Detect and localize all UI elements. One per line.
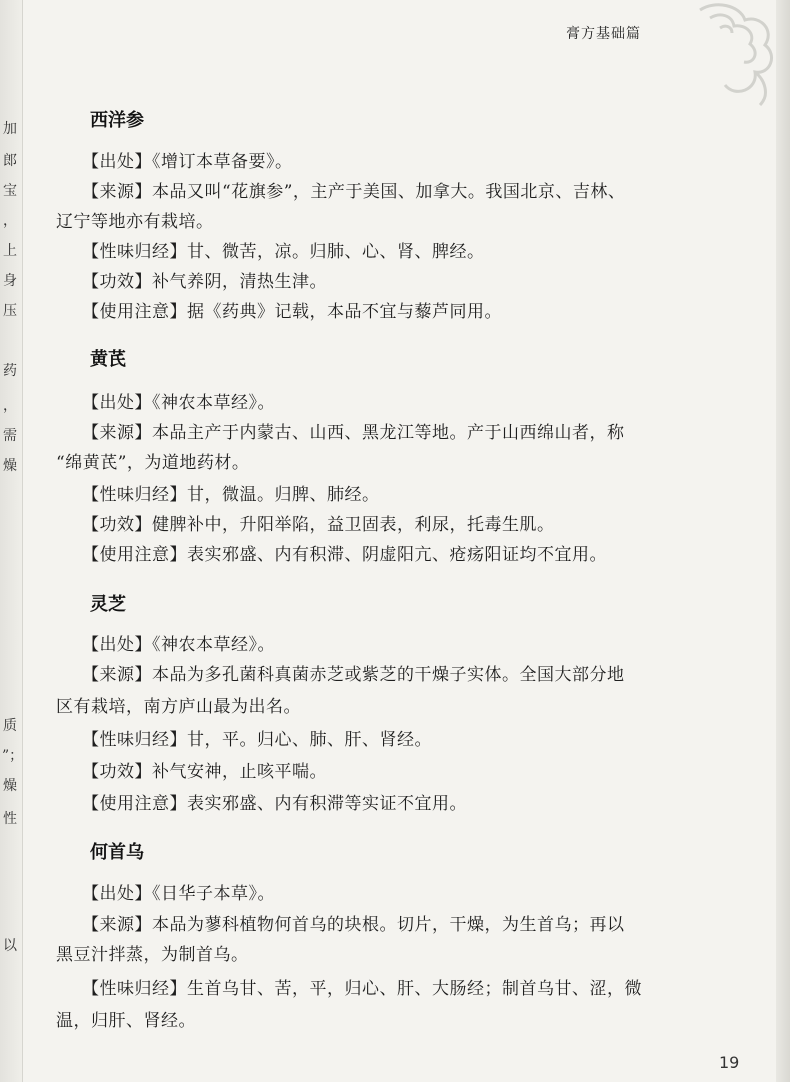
entry-line: 【性味归经】甘、微苦，凉。归肺、心、肾、脾经。 (82, 242, 485, 262)
entry-line: 【使用注意】据《药典》记载，本品不宜与藜芦同用。 (82, 302, 502, 322)
entry-heading: 西洋参 (90, 110, 144, 131)
margin-fragment: 需 (3, 428, 17, 444)
margin-fragment: 性 (3, 811, 17, 827)
entry-line: 【性味归经】生首乌甘、苦，平，归心、肝、大肠经；制首乌甘、涩，微 (82, 979, 642, 999)
margin-fragment: ”； (2, 748, 24, 764)
margin-fragment: ， (3, 398, 17, 414)
entry-line: 【出处】《神农本草经》。 (82, 635, 275, 655)
entry-line: 【功效】补气安神，止咳平喘。 (82, 762, 327, 782)
entry-heading: 灵芝 (90, 594, 126, 615)
entry-line: 区有栽培，南方庐山最为出名。 (56, 697, 301, 717)
entry-line: 【功效】健脾补中，升阳举陷，益卫固表，利尿，托毒生肌。 (82, 515, 555, 535)
entry-line: 【性味归经】甘，平。归心、肺、肝、肾经。 (82, 730, 432, 750)
entry-line: 辽宁等地亦有栽培。 (56, 212, 214, 232)
entry-line: 【功效】补气养阴，清热生津。 (82, 272, 327, 292)
left-page-edge (0, 0, 23, 1082)
margin-fragment: 质 (3, 718, 17, 734)
margin-fragment: ， (3, 213, 17, 229)
margin-fragment: 以 (3, 938, 17, 954)
entry-line: 【性味归经】甘，微温。归脾、肺经。 (82, 485, 380, 505)
entry-line: 【来源】本品为多孔菌科真菌赤芝或紫芝的干燥子实体。全国大部分地 (82, 665, 625, 685)
entry-line: 黑豆汁拌蒸，为制首乌。 (56, 945, 249, 965)
margin-fragment: 上 (3, 243, 17, 259)
right-page-edge (776, 0, 790, 1082)
entry-line: “绵黄芪”，为道地药材。 (56, 453, 250, 473)
margin-fragment: 压 (3, 303, 17, 319)
margin-fragment: 加 (3, 121, 17, 137)
margin-fragment: 燥 (3, 778, 17, 794)
entry-line: 【使用注意】表实邪盛、内有积滞等实证不宜用。 (82, 794, 467, 814)
margin-fragment: 燥 (3, 458, 17, 474)
entry-line: 【出处】《日华子本草》。 (82, 884, 275, 904)
cloud-ornament-icon (670, 0, 780, 110)
entry-heading: 何首乌 (90, 842, 144, 863)
entry-line: 温，归肝、肾经。 (56, 1011, 196, 1031)
margin-fragment: 身 (3, 273, 17, 289)
entry-line: 【使用注意】表实邪盛、内有积滞、阴虚阳亢、疮疡阳证均不宜用。 (82, 545, 607, 565)
entry-line: 【来源】本品为蓼科植物何首乌的块根。切片，干燥，为生首乌；再以 (82, 915, 625, 935)
entry-line: 【出处】《增订本草备要》。 (82, 152, 293, 172)
running-header: 膏方基础篇 (566, 26, 641, 42)
entry-line: 【出处】《神农本草经》。 (82, 393, 275, 413)
entry-heading: 黄芪 (90, 349, 126, 370)
margin-fragment: 药 (3, 363, 17, 379)
margin-fragment: 宝 (3, 183, 17, 199)
entry-line: 【来源】本品又叫“花旗参”，主产于美国、加拿大。我国北京、吉林、 (82, 182, 626, 202)
entry-line: 【来源】本品主产于内蒙古、山西、黑龙江等地。产于山西绵山者，称 (82, 423, 625, 443)
page-number: 19 (719, 1053, 740, 1072)
margin-fragment: 郎 (3, 153, 17, 169)
